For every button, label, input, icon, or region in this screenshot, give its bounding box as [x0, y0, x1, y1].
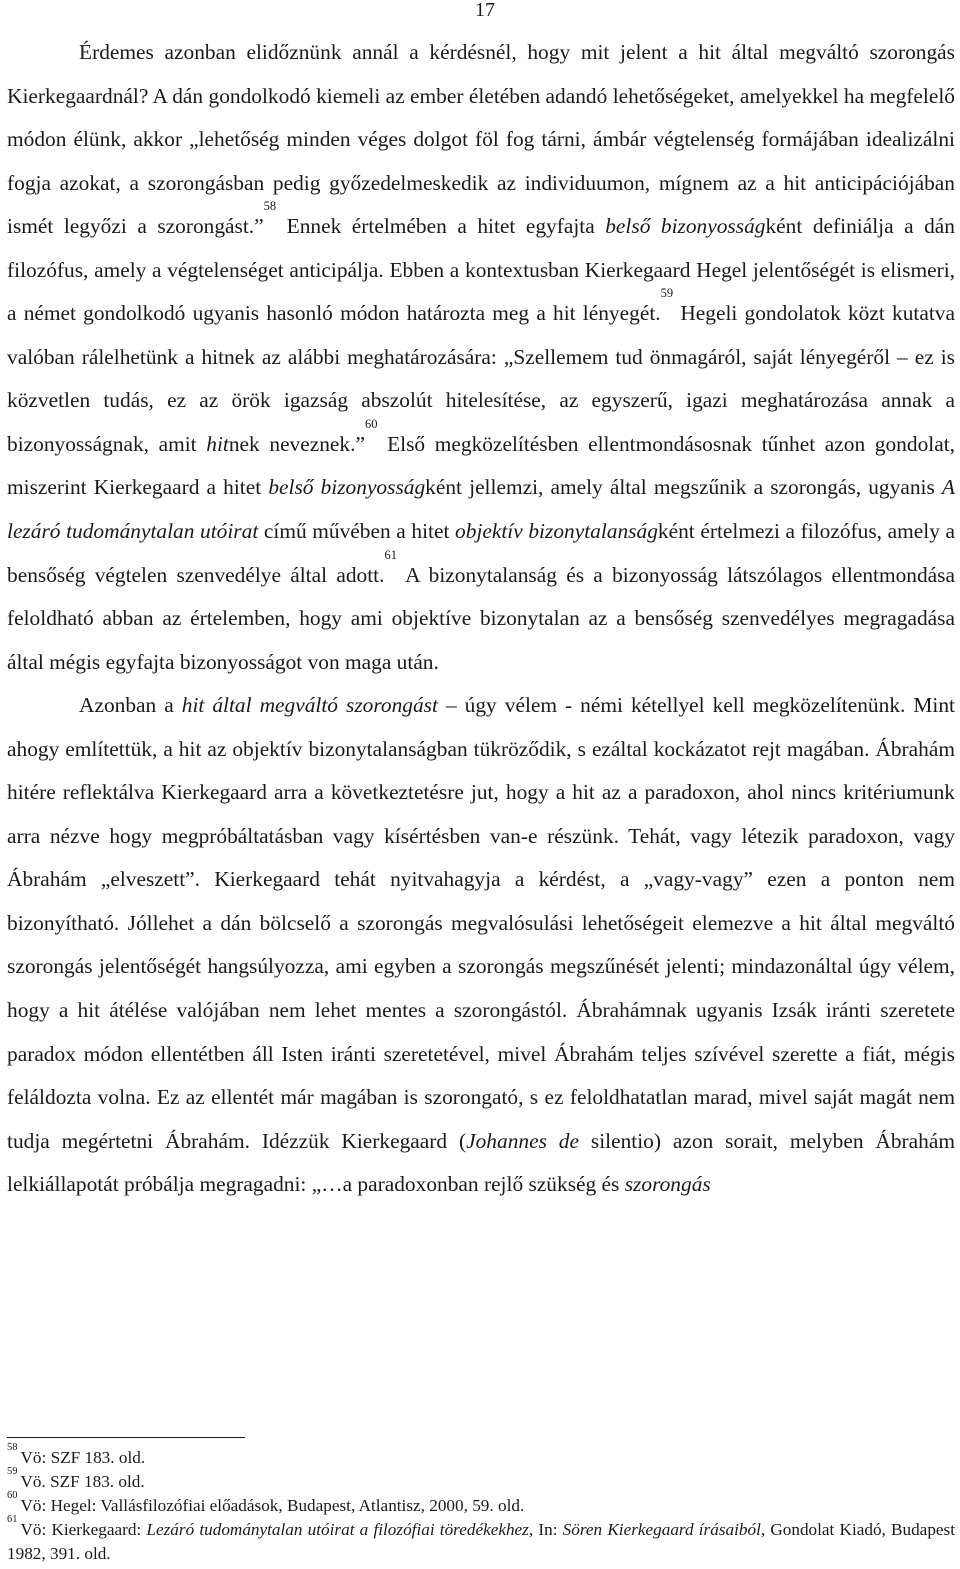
text-run: Hegeli gondolatok közt kutatva valóban rálelhetünk a hitnek az alábbi meghatározására: „Szellemem tud önmagáról, saját lényegéről – ez is közvetlen tudás, ez az örök igazság abszolút hitelesítése, az egyszerű, igazi meghatározása annak a bizonyosságnak, amit — [7, 301, 955, 456]
footnote — [7, 1513, 955, 1566]
footnote — [7, 1465, 955, 1494]
italic-text: Johannes de — [466, 1128, 579, 1153]
footnote-ref: 59 — [660, 286, 674, 301]
text-run: Ennek értelmében a hitet egyfajta — [276, 214, 606, 239]
footnote — [7, 1442, 955, 1470]
footnote-ref: 58 — [263, 199, 277, 214]
footnotes — [7, 1442, 955, 1566]
footnote-separator — [7, 1437, 245, 1438]
italic-text: A lezáró tudománytalan utóirat — [7, 475, 955, 544]
text-run: Első megközelítésben ellentmondásosnak tűnhet azon gondolat, miszerint Kierkegaard a hitet — [7, 431, 955, 500]
italic-text: hit — [206, 431, 229, 456]
italic-text: belső bizonyosság — [605, 214, 766, 239]
page-number: 17 — [475, 0, 495, 21]
footnote-ref: 61 — [384, 547, 397, 562]
italic-text: belső bizonyosság — [268, 475, 426, 500]
text-run: A bizonytalanság és a bizonyosság látszólagos ellentmondása feloldható abban az értelemben, hogy ami objektíve bizonytalan az a bensőség szenvedélyes megragadása által mégis egyfajta bizonyosságot von maga után. — [7, 562, 955, 674]
text-run: Vö. SZF 183. old. — [20, 1471, 145, 1491]
text-run: – úgy vélem - némi kétellyel kell megközelítenünk. Mint ahogy említettük, a hit az objektív bizonytalanságban tükröződik, s ezáltal kockázatot rejt magában. Ábrahám hitére reflektálva Kierkegaard arra a következtetésre jut, hogy a hit az a paradoxon, ahol nincs kritériumunk arra nézve hogy megpróbáltatásban vagy kísértésben van-e részünk. Tehát, vagy létezik paradoxon, vagy Ábrahám „elveszett”. Kierkegaard tehát nyitvahagyja a kérdést, a „vagy-vagy” ezen a ponton nem bizonyítható. Jóllehet a dán bölcselő a szorongás megvalósulási lehetőségeit elemezve a hit által megváltó szorongás jelentőségét hangsúlyozza, ami egyben a szorongás megszűnését jelenti; mindazonáltal úgy vélem, hogy a hit átélése valójában nem lehet mentes a szorongástól. Ábrahámnak ugyanis Izsák iránti szeretete paradox módon ellentétben áll Isten iránti szeretetével, mivel Ábrahám teljes szívével szerette a fiát, mégis feláldozta volna. Ez az ellentét már magában is szorongató, s ez feloldhatatlan marad, mivel saját magát nem tudja megértetni Ábrahám. Idézzük Kierkegaard ( — [7, 693, 955, 1153]
footnote-number: 59 — [7, 1465, 18, 1477]
text-run: silentio) azon sorait, melyben Ábrahám lelkiállapotát próbálja megragadni: „…a paradoxonban rejlő szükség és — [7, 1128, 955, 1197]
italic-text: hit által megváltó szorongást — [181, 693, 438, 718]
italic-text: Sören Kierkegaard írásaiból, — [562, 1519, 766, 1539]
italic-text: objektív bizonytalanság — [455, 519, 658, 544]
paragraph — [7, 31, 955, 684]
footnote-number: 61 — [7, 1513, 18, 1525]
italic-text: Lezáró tudománytalan utóirat a filozófiai töredékekhez, — [146, 1519, 534, 1539]
text-run: nek neveznek.” — [228, 431, 365, 456]
body-text — [7, 31, 955, 1207]
text-run: című művében a hitet — [258, 519, 456, 544]
text-run: Vö: Hegel: Vallásfilozófiai előadások, Budapest, Atlantisz, 2000, 59. old. — [20, 1495, 525, 1515]
text-run: Vö: SZF 183. old. — [20, 1448, 146, 1467]
footnote-number: 58 — [7, 1442, 18, 1453]
footnote-number: 60 — [7, 1489, 18, 1501]
footnote — [7, 1489, 955, 1518]
paragraph — [7, 684, 955, 1207]
text-run: Azonban a — [79, 693, 182, 718]
text-run: ként definiálja a dán filozófus, amely a végtelenséget anticipálja. Ebben a kontextusban Kierkegaard Hegel jelentőségét is elismeri, a német gondolkodó ugyanis hasonló módon határozta meg a hit lényegét. — [7, 214, 955, 326]
text-run: Gondolat Kiadó, Budapest 1982, 391. old. — [7, 1519, 955, 1563]
text-run: Vö: Kierkegaard: — [20, 1519, 147, 1539]
footnote-ref: 60 — [364, 416, 378, 431]
italic-text: szorongás — [624, 1172, 711, 1197]
text-run: ként jellemzi, amely által megszűnik a szorongás, ugyanis — [425, 475, 942, 500]
text-run: In: — [533, 1519, 563, 1539]
text-run: Érdemes azonban elidőznünk annál a kérdésnél, hogy mit jelent a hit által megváltó szorongás Kierkegaardnál? A dán gondolkodó kiemeli az ember életében adandó lehetőségeket, amelyekkel ha megfelelő módon élünk, akkor „lehetőség minden véges dolgot föl fog tárni, ámbár végtelenség formájában idealizálni fogja azokat, a szorongásban pedig győzedelmeskedik az individuumon, mígnem az a hit anticipációjában ismét legyőzi a szorongást.” — [7, 40, 955, 239]
text-run: ként értelmezi a filozófus, amely a bensőség végtelen szenvedélye által adott. — [7, 519, 955, 587]
